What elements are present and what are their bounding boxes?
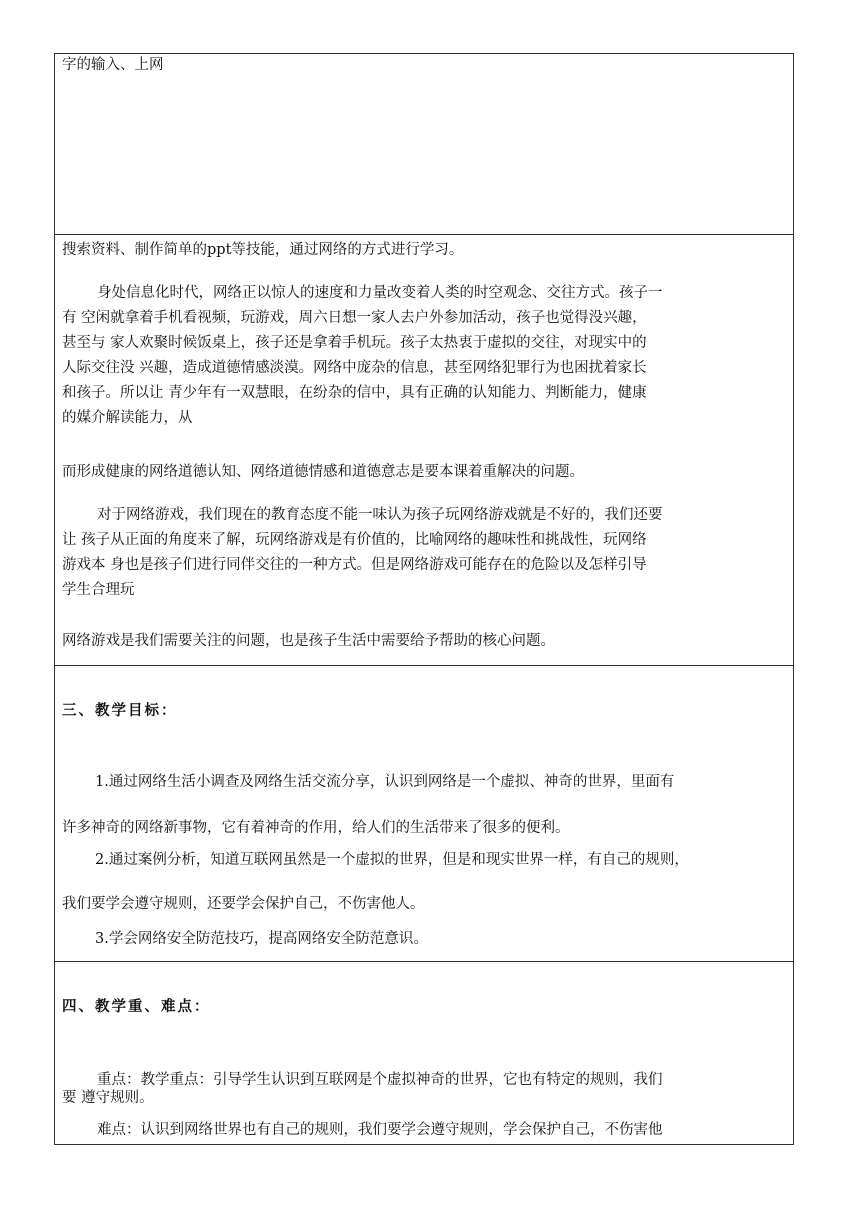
goal-line: 许多神奇的网络新事物，它有着神奇的作用，给人们的生活带来了很多的便利。 (62, 820, 570, 836)
paragraph-line: 和孩子。所以让 青少年有一双慧眼，在纷杂的信中，具有正确的认知能力、判断能力，健康 (62, 385, 647, 401)
cell-text-line: 字的输入、上网 (62, 57, 164, 73)
goal-line: 1.通过网络生活小调查及网络生活交流分享，认识到网络是一个虚拟、神奇的世界，里面有 (95, 774, 675, 790)
paragraph-line: 对于网络游戏，我们现在的教育态度不能一味认为孩子玩网络游戏就是不好的，我们还要 (97, 507, 663, 523)
paragraph-line: 让 孩子从正面的角度来了解，玩网络游戏是有价值的，比喻网络的趣味性和挑战性，玩网络 (62, 532, 647, 548)
paragraph-line: 游戏本 身也是孩子们进行同伴交往的一种方式。但是网络游戏可能存在的危险以及怎样引导 (62, 557, 647, 573)
paragraph-line: 身处信息化时代，网络正以惊人的速度和力量改变着人类的时空观念、交往方式。孩子一 (97, 285, 663, 301)
key-point-line: 重点：教学重点：引导学生认识到互联网是个虚拟神奇的世界，它也有特定的规则，我们 (97, 1072, 663, 1088)
difficulty-line: 难点：认识到网络世界也有自己的规则，我们要学会遵守规则，学会保护自己，不伤害他 (97, 1122, 663, 1138)
key-point-line: 要 遵守规则。 (62, 1090, 154, 1106)
paragraph-line: 的媒介解读能力，从 (62, 410, 193, 426)
paragraph-continuation: 网络游戏是我们需要关注的问题，也是孩子生活中需要给予帮助的核心问题。 (62, 633, 555, 649)
paragraph-continuation: 而形成健康的网络道德认知、网络道德情感和道德意志是要本课着重解决的问题。 (62, 464, 584, 480)
paragraph-line: 甚至与 家人欢聚时候饭桌上，孩子还是拿着手机玩。孩子太热衷于虚拟的交往，对现实中的 (62, 335, 647, 351)
key-points-cell (54, 961, 794, 1145)
section-heading-key-points: 四、教学重、难点： (62, 998, 211, 1015)
section-heading-goals: 三、教学目标： (62, 702, 178, 719)
paragraph-line: 学生合理玩 (62, 582, 135, 598)
goal-line: 2.通过案例分析，知道互联网虽然是一个虚拟的世界，但是和现实世界一样，有自己的规则， (95, 852, 689, 868)
paragraph-line: 有 空闲就拿着手机看视频，玩游戏，周六日想一家人去户外参加活动，孩子也觉得没兴趣， (62, 310, 647, 326)
paragraph-line: 人际交往没 兴趣，造成道德情感淡漠。网络中庞杂的信息，甚至网络犯罪行为也困扰着家长 (62, 360, 647, 376)
top-table-cell (54, 53, 794, 235)
intro-line: 搜索资料、制作简单的ppt等技能，通过网络的方式进行学习。 (62, 242, 464, 258)
goal-line: 我们要学会遵守规则，还要学会保护自己，不伤害他人。 (62, 896, 425, 912)
goal-line: 3.学会网络安全防范技巧，提高网络安全防范意识。 (95, 931, 428, 947)
